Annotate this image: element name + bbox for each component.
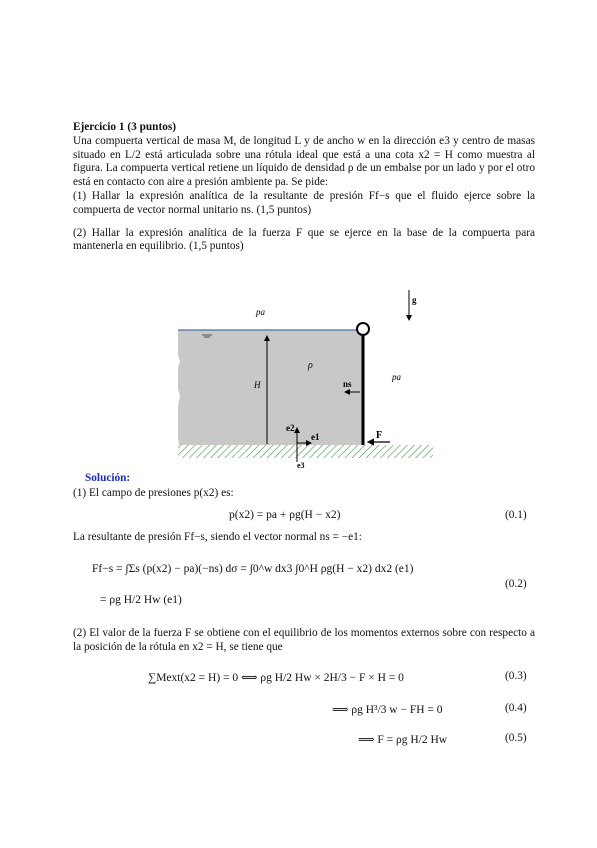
equation-0-3: ∑Mext(x2 = H) = 0 ⟺ ρg H/2 Hw × 2H/3 − F × H = 0 bbox=[148, 672, 404, 684]
exercise-title: Ejercicio 1 (3 puntos) bbox=[73, 121, 177, 133]
label-e3: e3 bbox=[297, 461, 305, 470]
solution-step-2-text: (2) El valor de la fuerza F se obtiene con el equilibrio de los momentos externos sobre con respecto a la posición de la rótula en x2 = H, se tiene que bbox=[73, 627, 535, 653]
equation-0-5-number: (0.5) bbox=[505, 732, 527, 744]
solution-step-1b-text: La resultante de presión Ff−s, siendo el vector normal ns = −e1: bbox=[73, 531, 362, 543]
equation-0-2-line-a: Ff−s = ∫Σs (p(x2) − pa)(−ns) dσ = ∫0^w dx3 ∫0^H ρg(H − x2) dx2 (e1) bbox=[92, 563, 414, 575]
gate-figure bbox=[170, 286, 440, 471]
equation-0-2-line-b: = ρg H/2 Hw (e1) bbox=[100, 594, 182, 606]
equation-0-4: ⟹ ρg H³/3 w − FH = 0 bbox=[332, 704, 443, 716]
label-e1: e1 bbox=[311, 432, 320, 442]
label-pa-left: pa bbox=[256, 307, 265, 317]
exercise-part-2: (2) Hallar la expresión analítica de la fuerza F que se ejerce en la base de la compuerta para mantenerla en equilibrio. (1,5 puntos) bbox=[73, 226, 535, 253]
solution-step-1 bbox=[73, 487, 535, 501]
equation-0-1: p(x2) = pa + ρg(H − x2) bbox=[229, 509, 341, 521]
label-e2: e2 bbox=[286, 423, 295, 433]
water-region bbox=[178, 330, 363, 445]
solution-step-2 bbox=[73, 627, 535, 655]
solution-step-1-text: (1) El campo de presiones p(x2) es: bbox=[73, 487, 234, 499]
equation-0-3-number: (0.3) bbox=[505, 670, 527, 682]
exercise-part-1: (1) Hallar la expresión analítica de la resultante de presión Ff−s que el fluido ejerce sobre la compuerta de vector normal unitario ns. (1,5 puntos) bbox=[73, 189, 535, 216]
solution-step-1b bbox=[73, 531, 535, 545]
label-ns: ns bbox=[343, 379, 352, 389]
equation-0-2-number: (0.2) bbox=[505, 578, 527, 590]
equation-0-1-number: (0.1) bbox=[505, 509, 527, 521]
equation-0-4-number: (0.4) bbox=[505, 702, 527, 714]
hinge bbox=[357, 323, 369, 335]
label-rho: ρ bbox=[308, 360, 313, 371]
equation-0-5: ⟹ F = ρg H/2 Hw bbox=[358, 734, 448, 746]
label-H: H bbox=[254, 380, 261, 390]
exercise-statement: Una compuerta vertical de masa M, de longitud L y de ancho w en la dirección e3 y centro de masas situado en L/2 está articulada sobre una rótula ideal que está a una cota x2 = H como muestra al figura. La compuerta vertical retiene un líquido de densidad ρ de un embalse por un lado y por el otro está en contacto con aire a presión ambiente pa. Se pide: bbox=[73, 134, 535, 189]
ground-hatch bbox=[178, 445, 433, 458]
label-pa-right: pa bbox=[392, 372, 401, 382]
solution-heading: Solución: bbox=[85, 472, 131, 484]
label-F: F bbox=[376, 430, 383, 441]
label-g: g bbox=[412, 295, 417, 305]
exercise-block bbox=[73, 121, 535, 254]
